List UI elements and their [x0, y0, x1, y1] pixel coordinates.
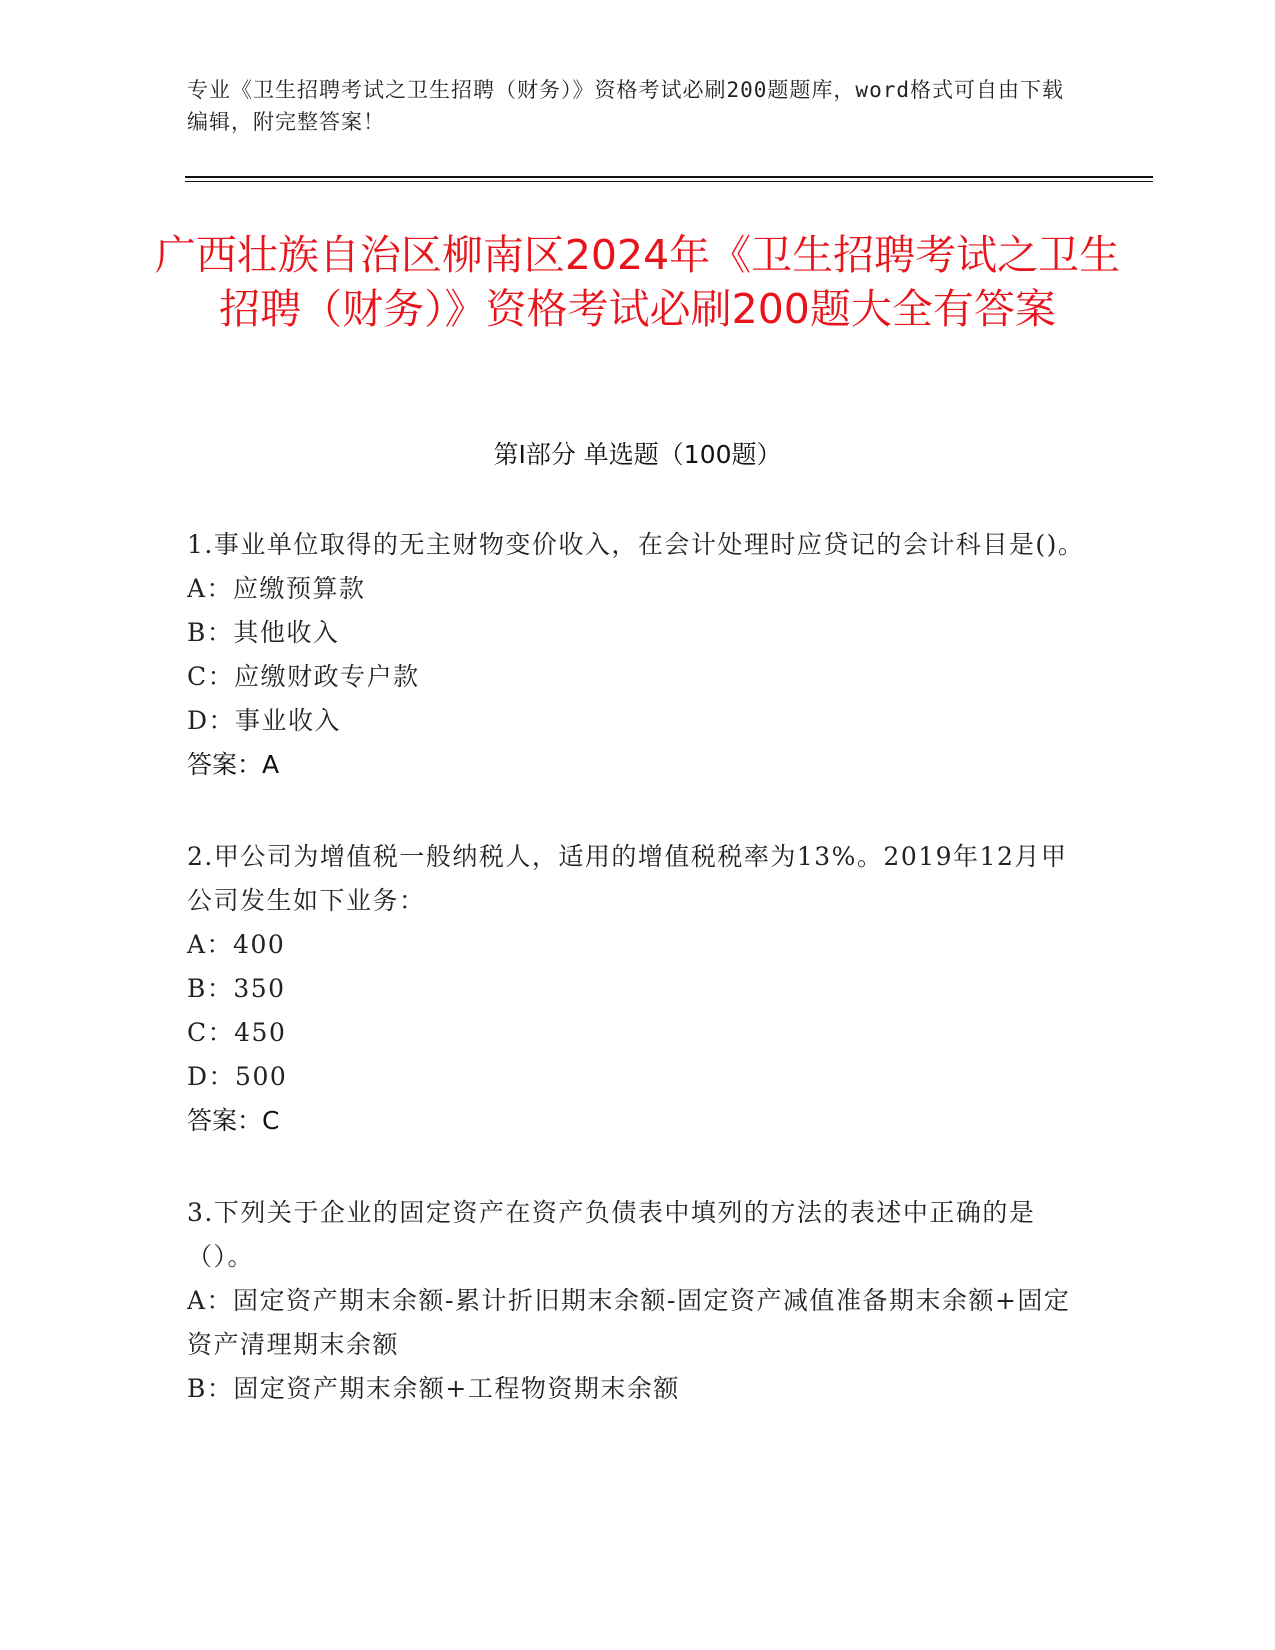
option-d: D：事业收入: [187, 706, 342, 735]
question-stem: 3.下列关于企业的固定资产在资产负债表中填列的方法的表述中正确的是（）。: [187, 1198, 1036, 1271]
option-b: B：350: [187, 974, 286, 1003]
option-a: A：固定资产期末余额-累计折旧期末余额-固定资产减值准备期末余额+固定资产清理期末余额: [187, 1286, 1071, 1359]
option-a: A：400: [187, 930, 286, 959]
header-divider-thin: [185, 181, 1153, 182]
option-c: C：450: [187, 1018, 287, 1047]
answer: 答案：A: [187, 750, 280, 779]
option-c: C：应缴财政专户款: [187, 662, 420, 691]
document-title: 广西壮族自治区柳南区2024年《卫生招聘考试之卫生招聘（财务）》资格考试必刷200题大全有答案: [154, 231, 1121, 333]
header-note: 专业《卫生招聘考试之卫生招聘（财务）》资格考试必刷200题题库，word格式可自由下载编辑，附完整答案！: [187, 78, 1064, 134]
question-3: [187, 1191, 1087, 1411]
option-d: D：500: [187, 1062, 288, 1091]
section-heading: 第I部分 单选题（100题）: [493, 440, 782, 469]
answer: 答案：C: [187, 1106, 280, 1135]
question-1: [187, 523, 1087, 787]
question-stem: 2.甲公司为增值税一般纳税人，适用的增值税税率为13%。2019年12月甲公司发生如下业务：: [187, 842, 1068, 915]
question-list: [187, 523, 1087, 1459]
option-b: B：固定资产期末余额+工程物资期末余额: [187, 1374, 680, 1403]
option-a: A：应缴预算款: [187, 574, 366, 603]
question-stem: 1.事业单位取得的无主财物变价收入，在会计处理时应贷记的会计科目是()。: [187, 530, 1085, 559]
option-b: B：其他收入: [187, 618, 340, 647]
header-divider-thick: [185, 176, 1153, 178]
question-2: [187, 835, 1087, 1143]
